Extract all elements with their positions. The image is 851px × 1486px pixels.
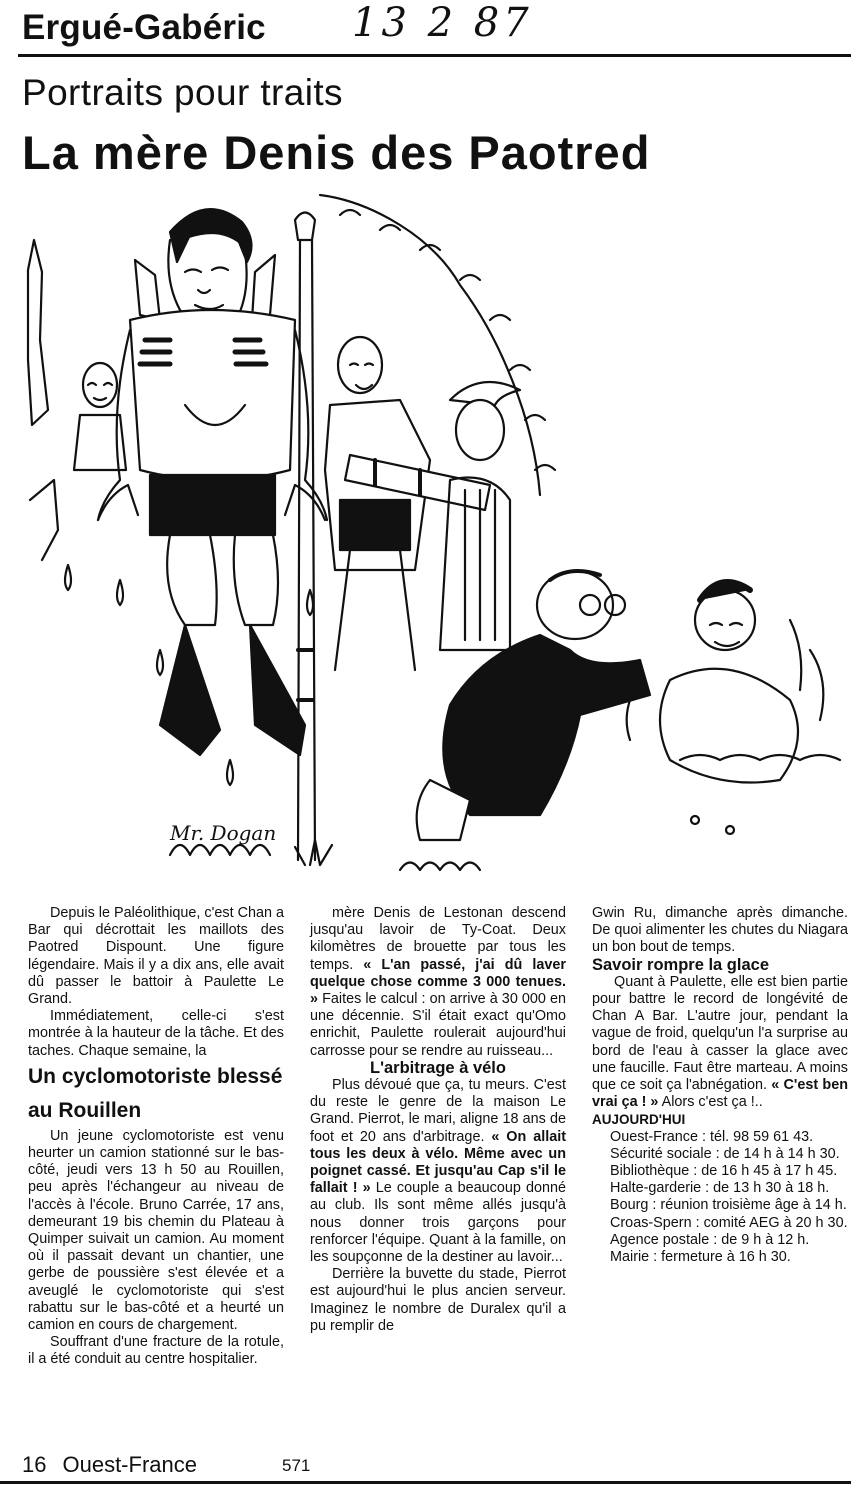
body-paragraph: Quant à Paulette, elle est bien partie pour battre le record de longévité de Chan A Bar. L'autre jour, pendant la vague de froid, quelqu'un l'a surprise au bord de l'eau à casser la glace avec une faucille. Faut être marteau. A moins que ce soit ça l'abnégation. « C'est ben vrai ça ! » Alors c'est ça !.. (592, 973, 848, 1111)
rubric-aujourdhui: AUJOURD'HUI (592, 1112, 686, 1128)
illustrator-signature: Mr. Dogan (170, 821, 277, 845)
body-paragraph: Immédiatement, celle-ci s'est montrée à la hauteur de la tâche. Et des taches. Chaque semaine, la (28, 1008, 284, 1059)
body-paragraph: Un jeune cyclomotoriste est venu heurter un camion stationné sur le bas-côté, jeudi vers 13 h 50 au Rouillen, peu après l'échangeur au niveau de l'accès à l'école. Bruno Carrée, 17 ans, demeurant 19 bis chemin du Plateau à Quimper suivait un camion. Au moment où il passait devant un chantier, une gerbe de poussière s'est élevée et a aveuglé le cyclomotoriste qui s'est rabattu sur le bas-côté et a heurté un camion en cours de chargement. (28, 1127, 284, 1334)
agenda-item: Ouest-France : tél. 98 59 61 43. (610, 1128, 814, 1145)
subheading-cyclomotoriste: Un cyclomotoriste blessé au Rouillen (28, 1064, 283, 1122)
agenda-item: Halte-garderie : de 13 h 30 à 18 h. (610, 1180, 830, 1197)
footer-rule (0, 1481, 851, 1484)
cartoon-illustration (20, 180, 851, 895)
agenda-item: Sécurité sociale : de 14 h à 14 h 30. (610, 1145, 840, 1162)
article-headline: La mère Denis des Paotred (22, 126, 651, 179)
agenda-item: Croas-Spern : comité AEG à 20 h 30. (610, 1214, 848, 1231)
body-paragraph: Souffrant d'une fracture de la rotule, il a été conduit au centre hospitalier. (28, 1334, 284, 1368)
quote-bold: « On allait tous les deux à vélo. Même avec un poignet cassé. Et jusqu'au Cap s'il le fallait ! » (310, 1128, 566, 1197)
body-paragraph: mère Denis de Lestonan descend jusqu'au lavoir de Ty-Coat. Deux kilomètres de brouette par tous les temps. « L'an passé, j'ai dû laver quelque chose comme 3 000 tenues. » Faites le calcul : on arrive à 30 000 en une décennie. S'il était exact qu'Omo enrichit, Paulette roulerait aujourd'hui carrosse pour se rendre au ruisseau... (310, 905, 566, 1059)
agenda-list (592, 1129, 848, 1267)
article-column-2 (310, 905, 566, 1335)
body-paragraph: Plus dévoué que ça, tu meurs. C'est du reste le genre de la maison Le Grand. Pierrot, le mari, aligne 18 ans de foot et 20 ans d'arbitrage. « On allait tous les deux à vélo. Même avec un poignet cassé. Et jusqu'au Cap s'il le fallait ! » Le couple a beaucoup donné au club. Ils sont même allés jusqu'à nous donner trois garçons pour renforcer l'équipe. Quant à la famille, on les soupçonne de la destiner au lavoir... (310, 1077, 566, 1266)
body-paragraph: Depuis le Paléolithique, c'est Chan a Bar qui décrottait les maillots des Paotred Dispount. Une figure légendaire. Mais il y a dix ans, elle avait dû passer le battoir à Paulette Le Grand. (28, 905, 284, 1008)
quote-bold: « C'est ben vrai ça ! » (592, 1077, 848, 1111)
agenda-item: Agence postale : de 9 h à 12 h. (610, 1231, 810, 1248)
header-rule (18, 54, 851, 57)
agenda-item: Bibliothèque : de 16 h 45 à 17 h 45. (610, 1163, 838, 1180)
body-paragraph: Gwin Ru, dimanche après dimanche. De quoi alimenter les chutes du Niagara un bon bout de temps. (592, 905, 848, 956)
article-kicker: Portraits pour traits (22, 72, 343, 113)
handwritten-date: 13 2 87 (352, 0, 533, 46)
subheading-glace: Savoir rompre la glace (592, 955, 769, 974)
newspaper-name: Ouest-France (62, 1452, 197, 1477)
article-column-3 (592, 905, 848, 1266)
article-column-1 (28, 905, 284, 1369)
agenda-item: Mairie : fermeture à 16 h 30. (610, 1249, 791, 1266)
footer-number: 571 (282, 1456, 311, 1475)
body-paragraph: Derrière la buvette du stade, Pierrot est aujourd'hui le plus ancien serveur. Imaginez le nombre de Duralex qu'il a pu remplir de (310, 1266, 566, 1334)
agenda-item: Bourg : réunion troisième âge à 14 h. (610, 1197, 847, 1214)
subheading-arbitrage: L'arbitrage à vélo (370, 1058, 506, 1077)
page-footer (22, 1452, 197, 1478)
page-number: 16 (22, 1452, 47, 1477)
quote-bold: « L'an passé, j'ai dû laver quelque chose comme 3 000 tenues. » (310, 956, 566, 1008)
town-heading: Ergué-Gabéric (22, 8, 266, 47)
